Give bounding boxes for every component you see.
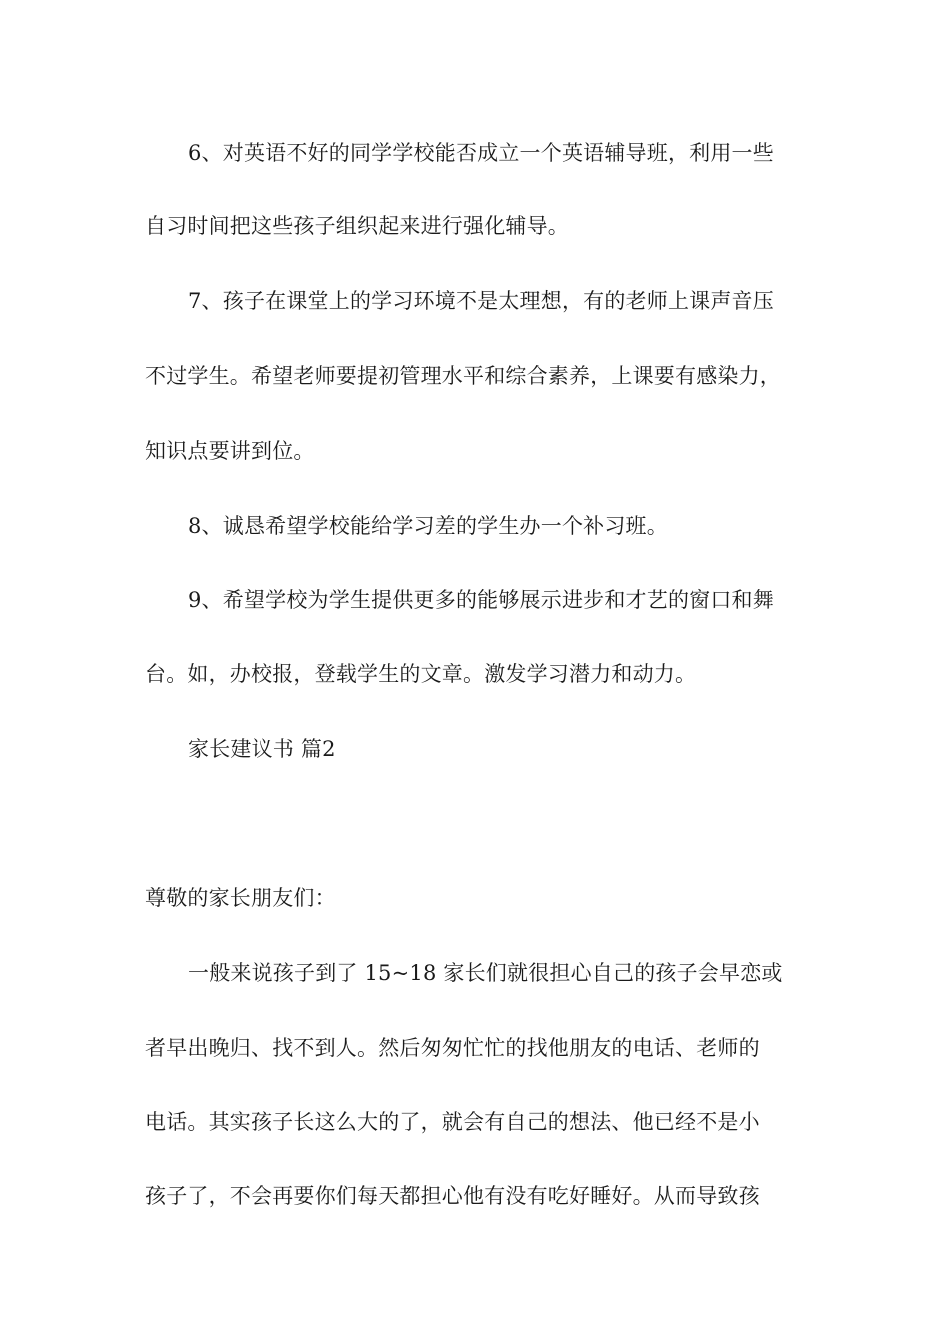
paragraph-line: 者早出晚归、找不到人。然后匆匆忙忙的找他朋友的电话、老师的 [145,1036,760,1060]
paragraph-line: 7、孩子在课堂上的学习环境不是太理想，有的老师上课声音压 [188,289,774,313]
paragraph-line: 电话。其实孩子长这么大的了，就会有自己的想法、他已经不是小 [145,1110,760,1134]
paragraph-line: 8、诚恳希望学校能给学习差的学生办一个补习班。 [188,514,668,538]
paragraph-line: 自习时间把这些孩子组织起来进行强化辅导。 [145,214,569,238]
section-heading: 家长建议书 篇2 [188,737,336,761]
paragraph-line: 台。如，办校报，登载学生的文章。激发学习潜力和动力。 [145,662,697,686]
paragraph-line: 一般来说孩子到了 15~18 家长们就很担心自己的孩子会早恋或 [188,961,783,985]
paragraph-line: 知识点要讲到位。 [145,439,315,463]
paragraph-line: 9、希望学校为学生提供更多的能够展示进步和才艺的窗口和舞 [188,588,774,612]
paragraph-line: 6、对英语不好的同学学校能否成立一个英语辅导班，利用一些 [188,141,774,165]
paragraph-line: 不过学生。希望老师要提初管理水平和综合素养，上课要有感染力， [145,364,781,388]
paragraph-line: 孩子了，不会再要你们每天都担心他有没有吃好睡好。从而导致孩 [145,1184,760,1208]
salutation: 尊敬的家长朋友们： [145,886,336,910]
